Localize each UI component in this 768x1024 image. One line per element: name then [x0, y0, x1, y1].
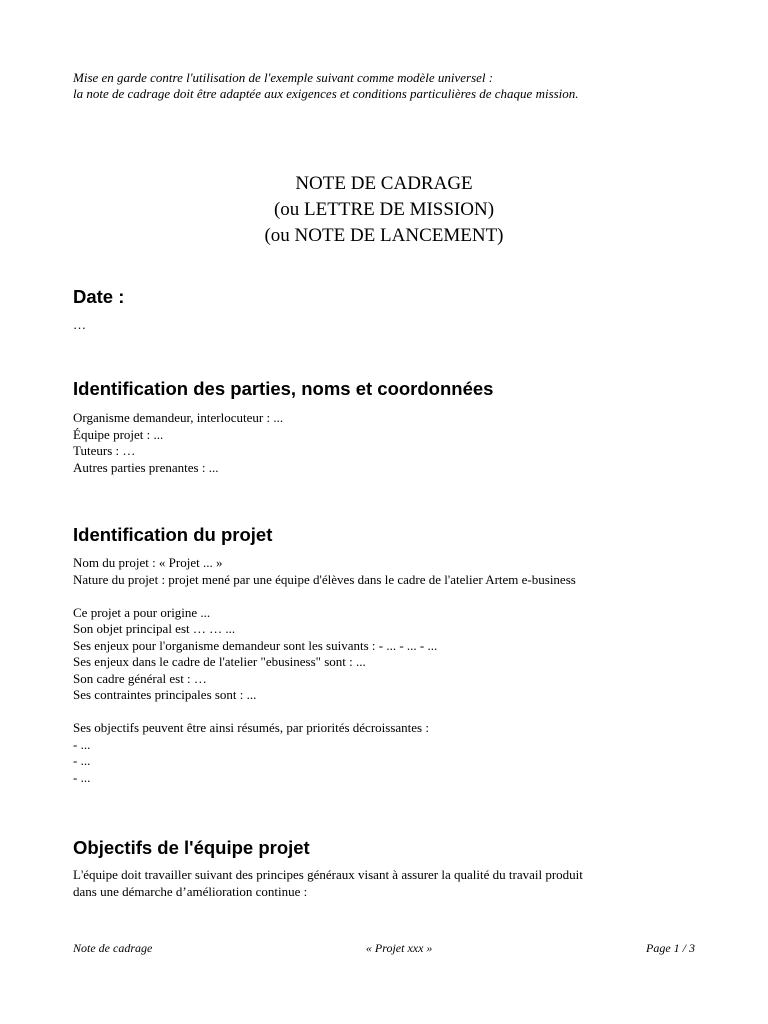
parties-line: Autres parties prenantes : ...	[73, 459, 219, 475]
disclaimer-line-2: la note de cadrage doit être adaptée aux exigences et conditions particulières de chaque mission.	[73, 86, 579, 101]
projet-detail-line: Ses enjeux pour l'organisme demandeur sont les suivants : - ... - ... - ...	[73, 637, 438, 653]
blank-line	[73, 588, 713, 605]
objective-item: - ...	[73, 753, 91, 768]
page-footer	[73, 940, 695, 956]
equipe-line: L'équipe doit travailler suivant des principes généraux visant à assurer la qualité du travail produit	[73, 867, 583, 882]
projet-heading: Identification du projet	[73, 524, 273, 545]
title-line-3: (ou NOTE DE LANCEMENT)	[264, 225, 504, 246]
projet-intro-line: Nom du projet : « Projet ... »	[73, 555, 223, 570]
parties-section	[73, 410, 713, 476]
equipe-section	[73, 867, 713, 900]
parties-heading: Identification des parties, noms et coordonnées	[73, 378, 494, 399]
disclaimer-line-1: Mise en garde contre l'utilisation de l'exemple suivant comme modèle universel :	[73, 70, 494, 85]
projet-detail-line: Son objet principal est … … ...	[73, 621, 236, 636]
projet-intro-line: Nature du projet : projet mené par une équipe d'élèves dans le cadre de l'atelier Artem e-business	[73, 571, 576, 587]
objectives-intro: Ses objectifs peuvent être ainsi résumés, par priorités décroissantes :	[73, 720, 429, 735]
parties-line: Équipe projet : ...	[73, 426, 164, 442]
date-heading: Date :	[73, 286, 125, 307]
projet-detail-line: Ses contraintes principales sont : ...	[73, 687, 257, 702]
date-value: …	[73, 317, 86, 332]
objective-item: - ...	[73, 736, 91, 752]
disclaimer	[73, 70, 733, 102]
objective-item: - ...	[73, 769, 91, 785]
equipe-heading: Objectifs de l'équipe projet	[73, 837, 310, 858]
projet-detail-line: Son cadre général est : …	[73, 670, 207, 686]
title-line-2: (ou LETTRE DE MISSION)	[273, 199, 495, 220]
document-title	[0, 171, 768, 249]
projet-detail-line: Ses enjeux dans le cadre de l'atelier "ebusiness" sont : ...	[73, 654, 366, 669]
parties-line: Organisme demandeur, interlocuteur : ...	[73, 410, 284, 425]
title-line-1: NOTE DE CADRAGE	[295, 173, 473, 194]
projet-detail-line: Ce projet a pour origine ...	[73, 604, 211, 620]
footer-center: « Projet xxx »	[365, 941, 433, 955]
footer-left: Note de cadrage	[73, 941, 153, 955]
footer-page-number: Page 1 / 3	[646, 941, 695, 955]
projet-section	[73, 555, 713, 786]
equipe-line: dans une démarche d’amélioration continue :	[73, 883, 308, 899]
date-section	[73, 317, 713, 334]
blank-line	[73, 704, 713, 721]
parties-line: Tuteurs : …	[73, 443, 136, 458]
